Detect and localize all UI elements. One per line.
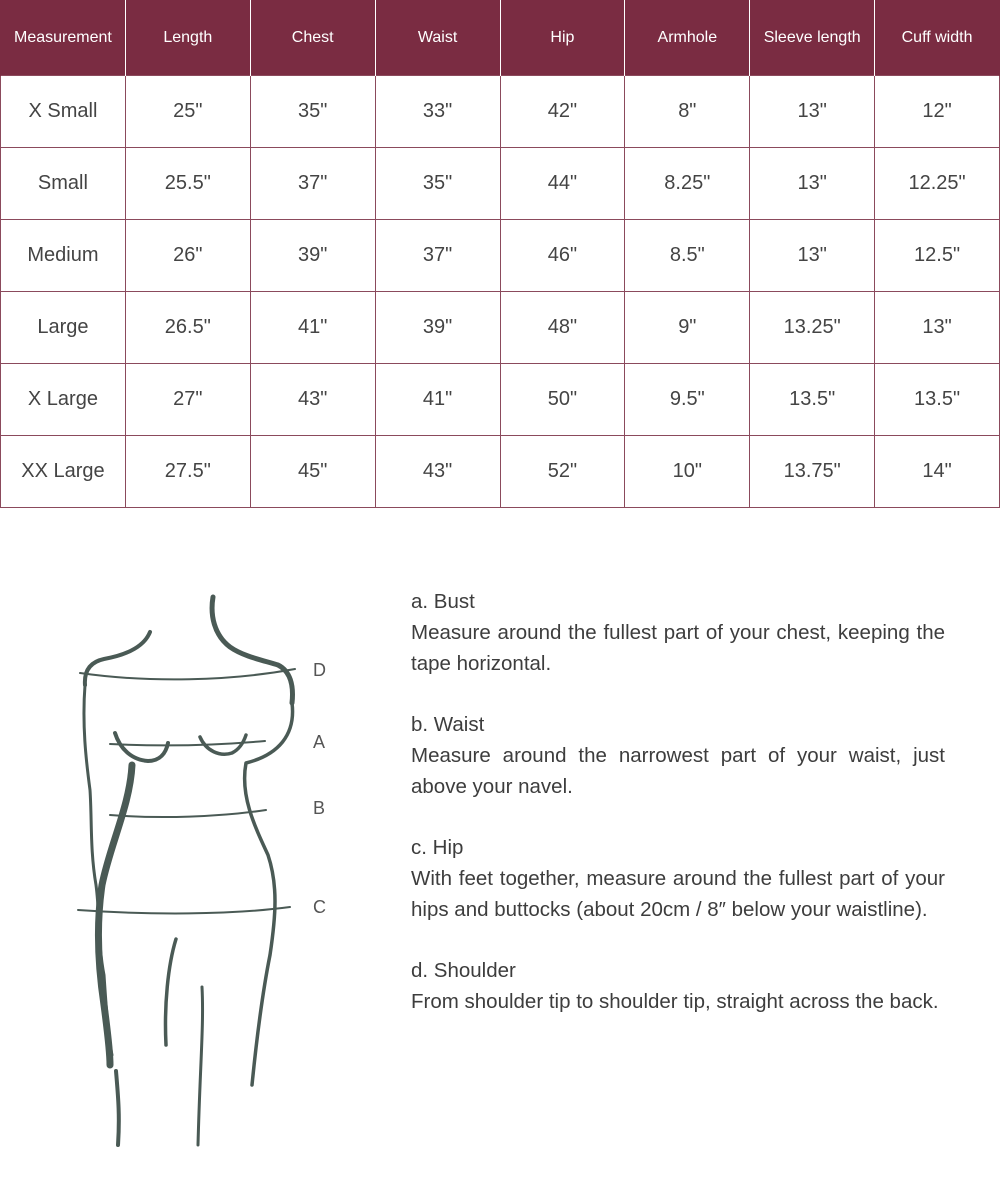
table-cell: 46" [500, 220, 625, 292]
header-cuff-width: Cuff width [875, 0, 1000, 76]
table-row [1, 436, 1000, 508]
table-cell: 27" [125, 364, 250, 436]
label-a: A [313, 732, 326, 752]
label-c: C [313, 897, 326, 917]
table-cell: 44" [500, 148, 625, 220]
row-size-label: Large [1, 292, 126, 364]
table-cell: 39" [375, 292, 500, 364]
table-row [1, 364, 1000, 436]
table-cell: 48" [500, 292, 625, 364]
header-waist: Waist [375, 0, 500, 76]
table-row [1, 292, 1000, 364]
table-cell: 13.5" [875, 364, 1000, 436]
table-cell: 25.5" [125, 148, 250, 220]
table-cell: 41" [250, 292, 375, 364]
measurement-guide [411, 586, 945, 1047]
guide-title: d. Shoulder [411, 959, 516, 982]
body-measurement-figure [60, 585, 350, 1165]
table-cell: 42" [500, 76, 625, 148]
row-size-label: Small [1, 148, 126, 220]
size-chart-body [1, 76, 1000, 508]
table-cell: 13.25" [750, 292, 875, 364]
table-row [1, 148, 1000, 220]
guide-item-shoulder [411, 955, 945, 1017]
table-cell: 12.5" [875, 220, 1000, 292]
table-cell: 43" [375, 436, 500, 508]
table-cell: 52" [500, 436, 625, 508]
table-cell: 13.5" [750, 364, 875, 436]
table-cell: 45" [250, 436, 375, 508]
table-cell: 8" [625, 76, 750, 148]
table-cell: 12" [875, 76, 1000, 148]
arm-crease-stroke [98, 765, 132, 1065]
guide-text: Measure around the narrowest part of your waist, just above your navel. [411, 744, 945, 798]
table-row [1, 76, 1000, 148]
table-cell: 39" [250, 220, 375, 292]
shoulder-line [80, 669, 295, 679]
size-chart-header [1, 0, 1000, 76]
table-cell: 35" [375, 148, 500, 220]
leg-lower-left-stroke [116, 1071, 119, 1145]
header-hip: Hip [500, 0, 625, 76]
table-cell: 13" [750, 148, 875, 220]
table-cell: 33" [375, 76, 500, 148]
row-size-label: Medium [1, 220, 126, 292]
header-chest: Chest [250, 0, 375, 76]
header-sleeve-length: Sleeve length [750, 0, 875, 76]
table-cell: 9" [625, 292, 750, 364]
size-chart-table [0, 0, 1000, 508]
bust-left-stroke [115, 733, 168, 761]
row-size-label: X Small [1, 76, 126, 148]
label-d: D [313, 660, 326, 680]
table-row [1, 220, 1000, 292]
row-size-label: X Large [1, 364, 126, 436]
hip-line [78, 907, 290, 913]
table-cell: 26" [125, 220, 250, 292]
guide-title: c. Hip [411, 836, 464, 859]
row-size-label: XX Large [1, 436, 126, 508]
table-cell: 8.5" [625, 220, 750, 292]
guide-item-waist [411, 709, 945, 802]
label-b: B [313, 798, 326, 818]
guide-text: Measure around the fullest part of your chest, keeping the tape horizontal. [411, 621, 945, 675]
table-cell: 9.5" [625, 364, 750, 436]
header-measurement: Measurement [1, 0, 126, 76]
measurement-lines [78, 669, 295, 913]
guide-text: From shoulder tip to shoulder tip, straight across the back. [411, 990, 939, 1013]
table-cell: 41" [375, 364, 500, 436]
neck-right-stroke [212, 597, 292, 703]
table-cell: 14" [875, 436, 1000, 508]
header-row [1, 0, 1000, 76]
table-cell: 37" [375, 220, 500, 292]
table-cell: 50" [500, 364, 625, 436]
table-cell: 27.5" [125, 436, 250, 508]
table-cell: 13" [875, 292, 1000, 364]
table-cell: 13.75" [750, 436, 875, 508]
table-cell: 37" [250, 148, 375, 220]
waist-line [110, 810, 266, 817]
guide-item-bust [411, 586, 945, 679]
table-cell: 25" [125, 76, 250, 148]
table-cell: 8.25" [625, 148, 750, 220]
header-armhole: Armhole [625, 0, 750, 76]
guide-item-hip [411, 832, 945, 925]
table-cell: 35" [250, 76, 375, 148]
leg-inner-left-stroke [165, 939, 176, 1045]
table-cell: 12.25" [875, 148, 1000, 220]
table-cell: 43" [250, 364, 375, 436]
guide-title: a. Bust [411, 590, 475, 613]
table-cell: 13" [750, 220, 875, 292]
torso-right-stroke [245, 703, 293, 1085]
guide-title: b. Waist [411, 713, 485, 736]
table-cell: 10" [625, 436, 750, 508]
leg-inner-right-stroke [198, 987, 203, 1145]
header-length: Length [125, 0, 250, 76]
table-cell: 13" [750, 76, 875, 148]
measurement-labels [313, 660, 326, 917]
table-cell: 26.5" [125, 292, 250, 364]
guide-text: With feet together, measure around the fullest part of your hips and buttocks (about 20cm / 8″ below your waistline). [411, 867, 945, 921]
